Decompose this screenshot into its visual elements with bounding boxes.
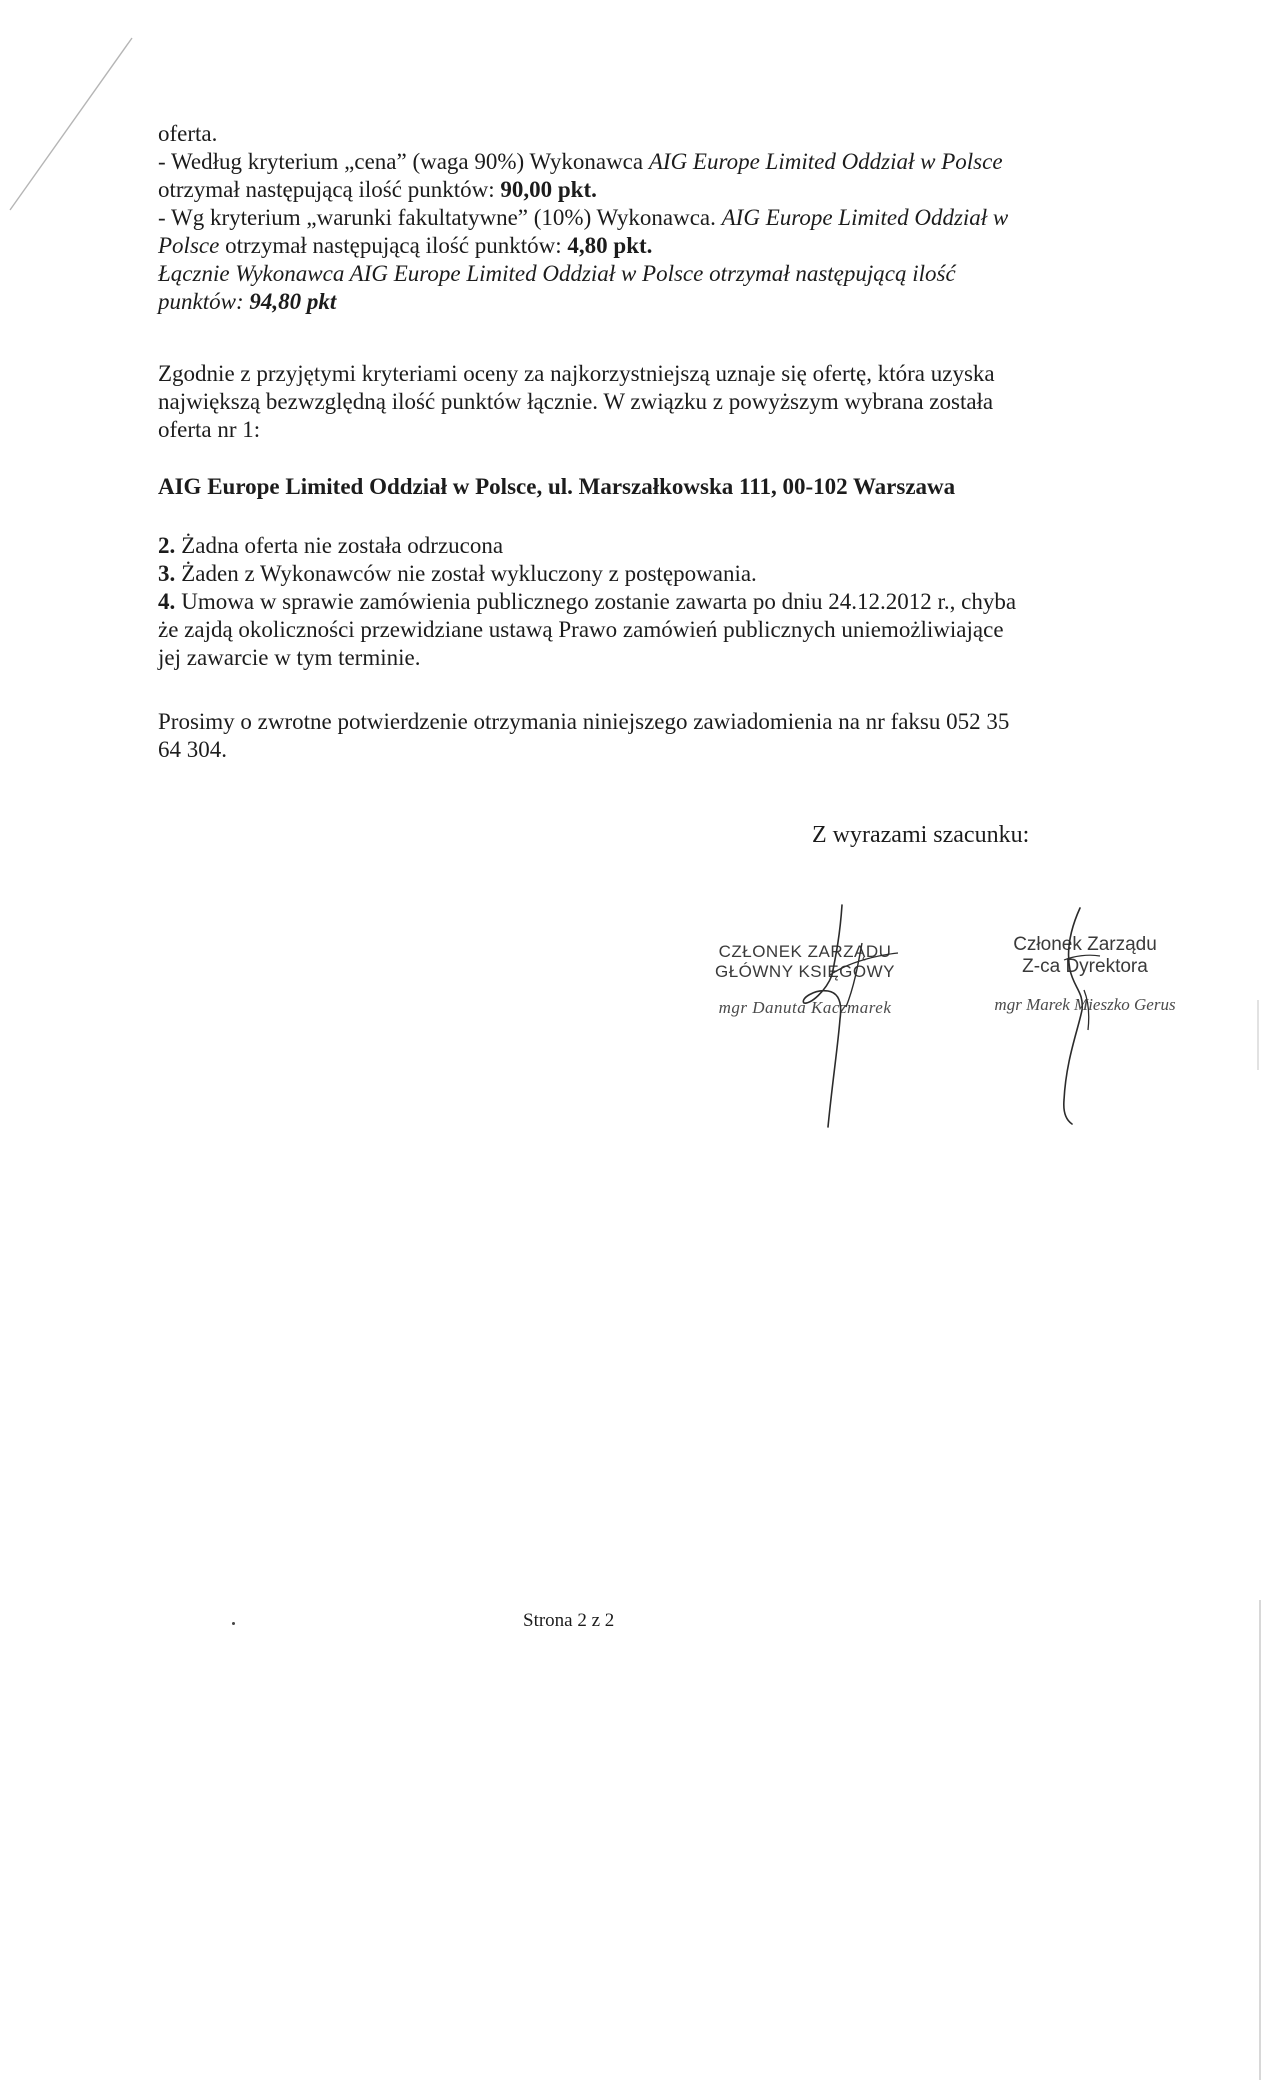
scoring-paragraph <box>158 120 1103 316</box>
closing-salutation: Z wyrazami szacunku: <box>812 822 1030 848</box>
total-score-line <box>158 288 1103 316</box>
list-text: Żadna oferta nie została odrzucona <box>181 533 504 558</box>
score-label: otrzymał następującą ilość punktów: <box>219 233 568 258</box>
selected-offer: AIG Europe Limited Oddział w Polsce, ul. Marszałkowska 111, 00-102 Warszawa <box>158 474 956 499</box>
price-score-line <box>158 176 1103 204</box>
confirmation-request <box>158 708 1103 764</box>
text-line: oferta nr 1: <box>158 417 261 442</box>
list-text: Żaden z Wykonawców nie został wykluczony z postępowania. <box>181 561 757 586</box>
list-number: 3. <box>158 561 176 586</box>
handwritten-signature-right <box>1030 900 1150 1130</box>
total-score-value: 94,80 pkt <box>249 289 337 314</box>
score-label: punktów: <box>158 289 250 314</box>
total-line: Łącznie Wykonawca AIG Europe Limited Oddział w Polsce otrzymał następującą ilość <box>158 261 956 286</box>
price-criterion-line <box>158 148 1103 176</box>
list-item <box>158 560 1103 588</box>
stamp-title: Członek Zarządu <box>1013 934 1157 955</box>
text-line: Zgodnie z przyjętymi kryteriami oceny za najkorzystniejszą uznaje się ofertę, która uzyska <box>158 361 995 386</box>
score-value: 90,00 pkt. <box>500 177 597 202</box>
criterion-text: - Wg kryterium „warunki fakultatywne” (10%) Wykonawca. <box>158 205 722 230</box>
numbered-list <box>158 532 1103 672</box>
text-line: oferta. <box>158 121 218 146</box>
stamp-title: CZŁONEK ZARZĄDU <box>718 942 892 961</box>
list-item <box>158 588 1103 616</box>
stamp-role: Z-ca Dyrektora <box>1022 956 1148 977</box>
scan-dot <box>232 1622 235 1625</box>
score-value: 4,80 pkt. <box>567 233 653 258</box>
handwritten-signature-left <box>770 895 920 1135</box>
signatory-name: mgr Marek Mieszko Gerus <box>994 995 1176 1014</box>
scan-artifact-line <box>0 20 140 220</box>
page-number: Strona 2 z 2 <box>523 1610 615 1631</box>
list-item-continuation: jej zawarcie w tym terminie. <box>158 645 421 670</box>
text-line: 64 304. <box>158 737 227 762</box>
list-number: 2. <box>158 533 176 558</box>
selection-paragraph <box>158 360 1103 444</box>
stamp-role: GŁÓWNY KSIĘGOWY <box>714 962 896 981</box>
optional-score-line <box>158 232 1103 260</box>
score-label: otrzymał następującą ilość punktów: <box>158 177 501 202</box>
company-name: Polsce <box>158 233 220 258</box>
text-line: Prosimy o zwrotne potwierdzenie otrzymania niniejszego zawiadomienia na nr faksu 052 35 <box>158 709 1010 734</box>
criterion-text: - Według kryterium „cena” (waga 90%) Wykonawca <box>158 149 649 174</box>
list-item-continuation: że zajdą okoliczności przewidziane ustawą Prawo zamówień publicznych uniemożliwiające <box>158 617 1004 642</box>
list-number: 4. <box>158 589 176 614</box>
text-line: największą bezwzględną ilość punktów łącznie. W związku z powyższym wybrana została <box>158 389 994 414</box>
scan-artifact-edge <box>1240 1000 1275 2100</box>
company-name: AIG Europe Limited Oddział w <box>721 205 1009 230</box>
optional-criterion-line <box>158 204 1103 232</box>
list-item <box>158 532 1103 560</box>
list-text: Umowa w sprawie zamówienia publicznego zostanie zawarta po dniu 24.12.2012 r., chyba <box>181 589 1017 614</box>
company-name: AIG Europe Limited Oddział w Polsce <box>648 149 1003 174</box>
signatory-name: mgr Danuta Kaczmarek <box>718 998 892 1017</box>
